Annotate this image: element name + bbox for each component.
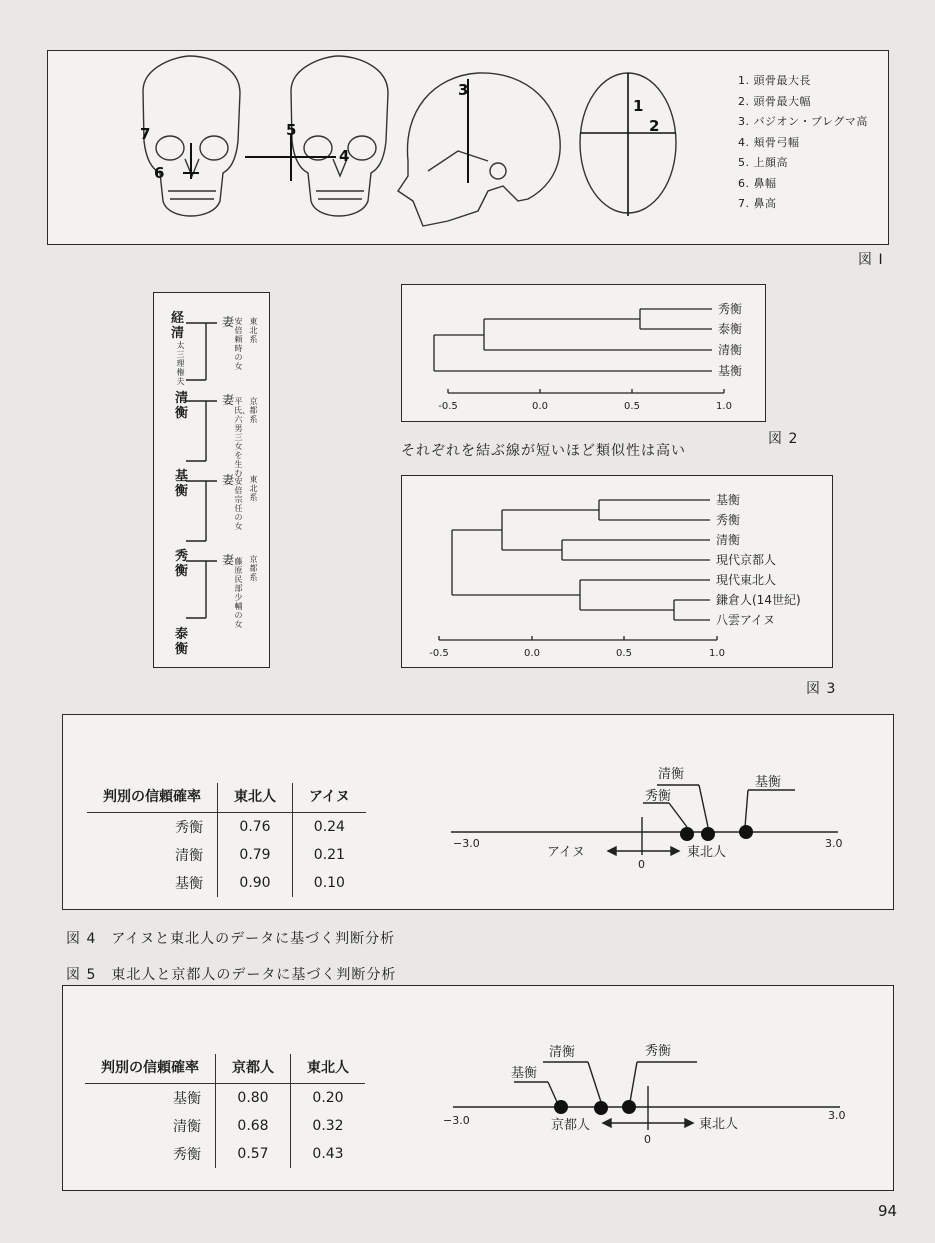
marker-6: 6	[154, 164, 165, 182]
axis-max-label: 3.0	[825, 837, 843, 850]
table-cell: 清衡	[85, 1112, 216, 1140]
x-tick-label: 1.0	[709, 648, 725, 659]
leaf-label: 基衡	[718, 364, 743, 378]
legend-item: 6. 鼻幅	[738, 176, 777, 190]
marker-3: 3	[458, 81, 469, 99]
leaf-label: 鎌倉人(14世紀)	[716, 593, 801, 607]
figure-1-panel	[47, 50, 889, 245]
table-header: アイヌ	[293, 783, 366, 813]
dendrogram-3	[402, 476, 834, 669]
leaf-label: 八雲アイヌ	[716, 613, 775, 627]
generation-name: 秀衡	[174, 549, 188, 579]
table-header: 判別の信頼確率	[87, 783, 218, 813]
table-cell: 秀衡	[85, 1140, 216, 1168]
label-line	[745, 790, 748, 827]
arrow-right-head	[671, 847, 679, 855]
figure-4-panel	[62, 714, 894, 910]
skull-front-a-icon	[143, 56, 240, 216]
wife-label: 妻	[221, 315, 234, 329]
table-cell: 0.57	[216, 1140, 291, 1168]
left-group-label: 京都人	[551, 1118, 591, 1133]
marker-2: 2	[649, 117, 660, 135]
figure-2-panel	[401, 284, 766, 422]
table-cell: 0.80	[216, 1084, 291, 1113]
point-label: 秀衡	[645, 1044, 672, 1059]
table-cell: 0.24	[313, 819, 345, 835]
label-line	[630, 1062, 637, 1102]
table-cell: 0.68	[216, 1112, 291, 1140]
skull-front-b-icon	[291, 56, 388, 216]
point-motohira	[554, 1100, 568, 1114]
right-group-label: 東北人	[699, 1117, 739, 1132]
generation-name: 経清	[170, 311, 184, 341]
leaf-label: 清衡	[716, 533, 741, 547]
legend-item: 1. 頭骨最大長	[738, 74, 811, 87]
lineage-label: 京都系	[249, 397, 258, 424]
table-cell: 0.32	[312, 1118, 344, 1134]
arrow-left-head	[608, 847, 616, 855]
wife-note: 平氏、六男三女を生む	[234, 397, 250, 478]
table-cell: 基衡	[87, 869, 218, 897]
wife-label: 妻	[221, 393, 234, 407]
point-label: 基衡	[755, 775, 782, 790]
axis-min-label: −3.0	[443, 1114, 470, 1127]
table-cell: 0.43	[312, 1146, 344, 1162]
leaf-label: 泰衡	[718, 322, 743, 336]
arrow-right-head	[685, 1119, 693, 1127]
wife-label: 妻	[221, 473, 234, 487]
generation-name: 泰衡	[174, 627, 188, 657]
legend-item: 5. 上顔高	[738, 156, 788, 169]
right-group-label: 東北人	[687, 845, 727, 860]
result-table-4	[87, 783, 366, 897]
table-header: 判別の信頼確率	[85, 1054, 216, 1084]
leaf-label: 現代京都人	[716, 553, 777, 567]
marker-1: 1	[633, 97, 644, 115]
figure-5-caption: 図 5 東北人と京都人のデータに基づく判断分析	[66, 967, 397, 983]
table-cell: 清衡	[87, 841, 218, 869]
point-hidehira	[680, 827, 694, 841]
wife-note: 安倍頼時の女	[234, 317, 243, 371]
table-row	[87, 869, 366, 897]
axis-zero-label: 0	[638, 858, 645, 871]
leaf-label: 清衡	[718, 343, 743, 357]
x-tick-label: 0.5	[624, 401, 640, 412]
arrow-left-head	[603, 1119, 611, 1127]
table-cell: 0.79	[218, 841, 293, 869]
x-tick-label: 0.0	[532, 401, 548, 412]
result-table-5	[85, 1054, 365, 1168]
axis-min-label: −3.0	[453, 837, 480, 850]
x-tick-label: 1.0	[716, 401, 732, 412]
measurement-legend	[738, 71, 868, 215]
page-number: 94	[878, 1202, 898, 1220]
table-row	[85, 1140, 365, 1168]
axis-zero-label: 0	[644, 1133, 651, 1146]
point-kiyohira	[594, 1101, 608, 1115]
point-hidehira	[622, 1100, 636, 1114]
point-label: 清衡	[658, 767, 685, 782]
figure-5-panel	[62, 985, 894, 1191]
x-tick-label: -0.5	[429, 648, 449, 659]
figure-3-panel	[401, 475, 833, 668]
lineage-label: 東北系	[249, 317, 258, 344]
lineage-label: 京都系	[249, 555, 258, 582]
wife-note: 藤原民部少輔の女	[234, 557, 243, 629]
figure-4-caption: 図 4 アイヌと東北人のデータに基づく判断分析	[66, 931, 396, 947]
table-cell: 0.21	[313, 847, 345, 863]
table-row	[85, 1112, 365, 1140]
generation-note: 太三理権夫	[176, 341, 185, 386]
table-cell: 0.76	[218, 813, 293, 842]
figure-3-caption: 図 3	[806, 681, 837, 697]
legend-item: 3. バジオン・ブレグマ高	[738, 115, 868, 128]
label-line	[699, 785, 708, 827]
label-line	[588, 1062, 601, 1102]
table-cell: 0.10	[313, 875, 345, 891]
generation-name: 清衡	[174, 391, 188, 421]
left-group-label: アイヌ	[547, 845, 585, 860]
marker-5: 5	[286, 121, 297, 139]
skull-side-icon	[398, 73, 560, 226]
x-tick-label: -0.5	[438, 401, 458, 412]
figure-2-note: それぞれを結ぶ線が短いほど類似性は高い	[401, 443, 686, 459]
legend-item: 4. 頬骨弓幅	[738, 135, 800, 149]
leaf-label: 基衡	[716, 493, 741, 507]
leaf-label: 現代東北人	[716, 573, 777, 587]
skull-drawings	[48, 51, 748, 241]
table-cell: 秀衡	[87, 813, 218, 842]
table-header: 東北人	[218, 783, 293, 813]
table-cell: 基衡	[85, 1084, 216, 1113]
table-row	[87, 841, 366, 869]
label-line	[669, 803, 687, 827]
discriminant-axis-4	[443, 755, 863, 905]
point-label: 清衡	[549, 1045, 576, 1060]
table-cell: 0.90	[218, 869, 293, 897]
marker-4: 4	[339, 147, 350, 165]
wife-note: 安倍宗任の女	[234, 477, 243, 531]
table-cell: 0.20	[312, 1090, 344, 1106]
axis-max-label: 3.0	[828, 1109, 846, 1122]
table-header: 京都人	[216, 1054, 291, 1084]
lineage-label: 東北系	[249, 475, 258, 502]
leaf-label: 秀衡	[716, 513, 741, 527]
point-motohira	[739, 825, 753, 839]
marker-7: 7	[140, 125, 151, 143]
leaf-label: 秀衡	[718, 302, 743, 316]
table-header: 東北人	[291, 1054, 366, 1084]
label-line	[548, 1082, 557, 1102]
wife-label: 妻	[221, 553, 234, 567]
discriminant-axis-5	[443, 1026, 863, 1186]
legend-item: 2. 頭骨最大幅	[738, 94, 811, 108]
table-row	[87, 813, 366, 842]
table-row	[85, 1084, 365, 1113]
point-label: 基衡	[511, 1066, 538, 1081]
figure-2-caption: 図 2	[768, 431, 799, 447]
dendrogram-2	[402, 285, 767, 423]
point-kiyohira	[701, 827, 715, 841]
legend-item: 7. 鼻高	[738, 197, 777, 210]
generation-name: 基衡	[174, 469, 188, 499]
x-tick-label: 0.0	[524, 648, 540, 659]
point-label: 秀衡	[645, 789, 672, 804]
figure-1-caption: 図 I	[858, 252, 884, 268]
x-tick-label: 0.5	[616, 648, 632, 659]
genealogy-panel	[153, 292, 270, 668]
